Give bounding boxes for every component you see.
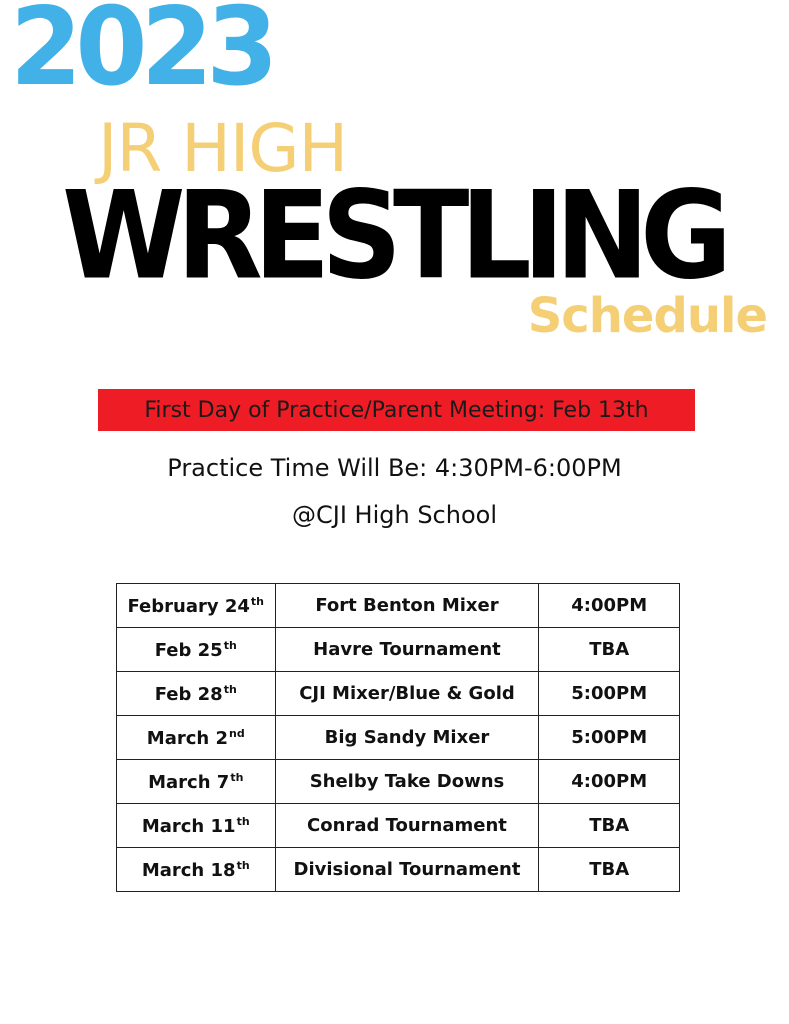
first-practice-banner: First Day of Practice/Parent Meeting: Feb 13th <box>98 389 695 431</box>
date-cell: March 2nd <box>117 716 276 760</box>
date-cell: March 11th <box>117 804 276 848</box>
date-cell: February 24th <box>117 584 276 628</box>
event-cell: Conrad Tournament <box>275 804 539 848</box>
time-cell: TBA <box>539 804 680 848</box>
table-row <box>117 804 680 848</box>
time-cell: 5:00PM <box>539 716 680 760</box>
wrestling-heading: WRESTLING <box>62 166 724 307</box>
event-cell: Shelby Take Downs <box>275 760 539 804</box>
date-cell: March 18th <box>117 848 276 892</box>
practice-location-text: @CJI High School <box>291 501 497 529</box>
time-cell: TBA <box>539 628 680 672</box>
date-cell: Feb 28th <box>117 672 276 716</box>
date-cell: Feb 25th <box>117 628 276 672</box>
event-cell: Big Sandy Mixer <box>275 716 539 760</box>
table-row <box>117 848 680 892</box>
time-cell: TBA <box>539 848 680 892</box>
practice-time-text: Practice Time Will Be: 4:30PM-6:00PM <box>167 454 622 482</box>
jr-high-heading: JR HIGH <box>98 110 348 187</box>
table-row <box>117 716 680 760</box>
event-cell: Divisional Tournament <box>275 848 539 892</box>
schedule-heading: Schedule <box>527 288 767 344</box>
time-cell: 4:00PM <box>539 760 680 804</box>
event-cell: CJI Mixer/Blue & Gold <box>275 672 539 716</box>
table-row <box>117 760 680 804</box>
time-cell: 5:00PM <box>539 672 680 716</box>
time-cell: 4:00PM <box>539 584 680 628</box>
year-heading: 2023 <box>10 0 272 110</box>
table-row <box>117 628 680 672</box>
schedule-table <box>116 583 680 892</box>
table-row <box>117 584 680 628</box>
event-cell: Fort Benton Mixer <box>275 584 539 628</box>
event-cell: Havre Tournament <box>275 628 539 672</box>
date-cell: March 7th <box>117 760 276 804</box>
table-row <box>117 672 680 716</box>
